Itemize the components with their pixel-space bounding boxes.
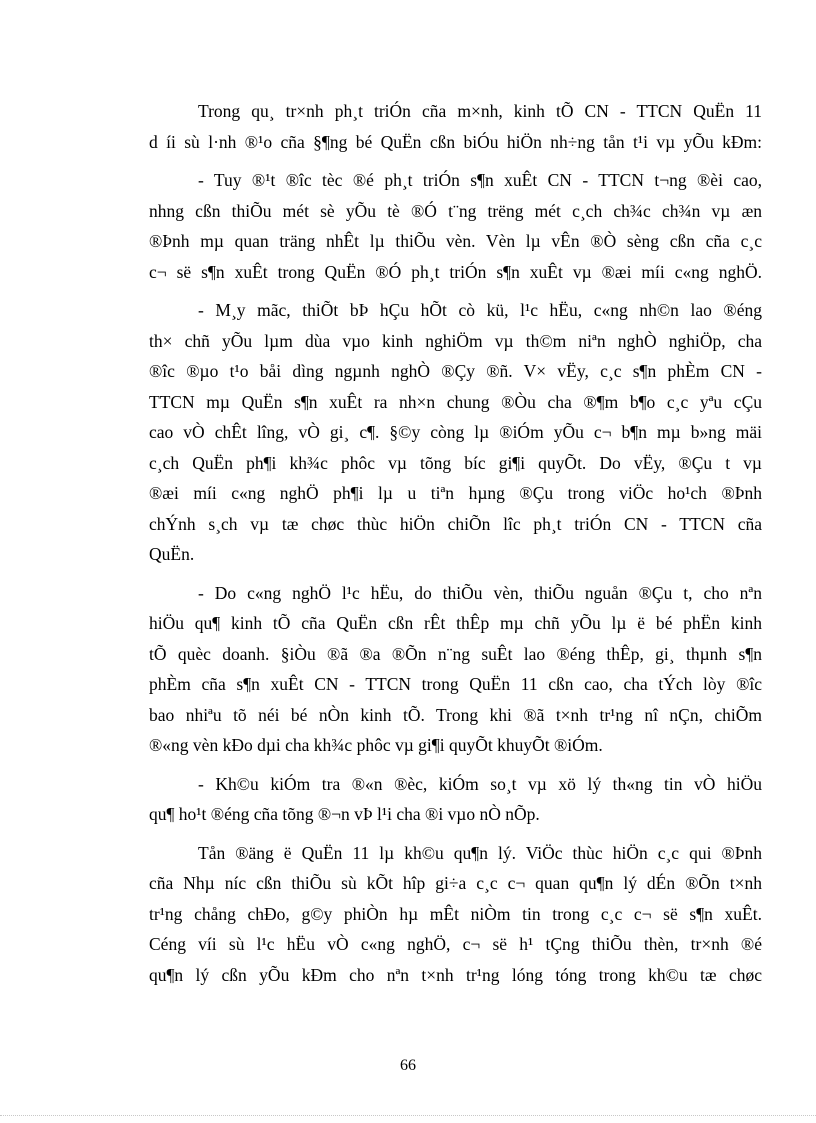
text-line: c¬ së s¶n xuÊt trong QuËn ®Ó ph¸t triÓn s¶n xuÊt vµ ®æi míi c«ng nghÖ. <box>149 261 762 282</box>
text-line: - Do c«ng nghÖ l¹c hËu, do thiÕu vèn, thiÕu nguån ®Çu t, cho nªn <box>198 582 762 603</box>
text-line: bao nhiªu tõ néi bé nÒn kinh tÕ. Trong khi ®ã t×nh tr¹ng nî nÇn, chiÕm <box>149 704 762 725</box>
text-line: Tån ®äng ë QuËn 11 lµ kh©u qu¶n lý. ViÖc thùc hiÖn c¸c qui ®Þnh <box>198 842 762 863</box>
text-line: Céng víi sù l¹c hËu vÒ c«ng nghÖ, c¬ së h¹ tÇng thiÕu thèn, tr×nh ®é <box>149 934 762 954</box>
text-line: QuËn. <box>149 544 195 564</box>
text-line: tr¹ng chång chÐo, g©y phiÒn hµ mÊt niÒm tin trong c¸c c¬ së s¶n xuÊt. <box>149 903 762 924</box>
text-line: cao vÒ chÊt lîng, vÒ gi¸ c¶. §©y còng lµ ®iÓm yÕu c¬ b¶n mµ b»ng mäi <box>149 422 762 442</box>
text-line: ®Þnh mµ quan träng nhÊt lµ thiÕu vèn. Vèn lµ vÊn ®Ò sèng cßn cña c¸c <box>149 231 762 251</box>
paragraph <box>149 295 762 570</box>
paragraph <box>149 165 762 287</box>
text-line: nhng cßn thiÕu mét sè yÕu tè ®Ó t¨ng trëng mét c¸ch ch¾c ch¾n vµ æn <box>149 200 762 221</box>
text-line: TTCN mµ QuËn s¶n xuÊt ra nh×n chung ®Òu cha ®¶m b¶o c¸c yªu cÇu <box>149 391 762 412</box>
text-line: phÈm cña s¶n xuÊt CN - TTCN trong QuËn 11 cßn cao, cha tÝch lòy ®îc <box>149 674 762 694</box>
text-line: - Tuy ®¹t ®îc tèc ®é ph¸t triÓn s¶n xuÊt CN - TTCN t¬ng ®èi cao, <box>198 170 762 190</box>
text-line: th× chñ yÕu lµm dùa vµo kinh nghiÖm vµ th©m niªn nghÒ nghiÖp, cha <box>149 330 762 351</box>
text-line: qu¶ ho¹t ®éng cña tõng ®¬n vÞ l¹i cha ®i vµo nÒ nÕp. <box>149 804 540 824</box>
text-line: ®æi míi c«ng nghÖ ph¶i lµ u tiªn hµng ®Çu trong viÖc ho¹ch ®Þnh <box>149 483 762 503</box>
text-line: - M¸y mãc, thiÕt bÞ hÇu hÕt cò kü, l¹c hËu, c«ng nh©n lao ®éng <box>198 300 762 320</box>
paragraph <box>149 769 762 830</box>
text-line: c¸ch QuËn ph¶i kh¾c phôc vµ tõng bíc gi¶i quyÕt. Do vËy, ®Çu t vµ <box>149 452 762 473</box>
page-boundary-divider <box>0 1115 816 1116</box>
text-line: cña Nhµ níc cßn thiÕu sù kÕt hîp gi÷a c¸c c¬ quan qu¶n lý dÉn ®Õn t×nh <box>149 873 762 893</box>
text-line: tÕ quèc doanh. §iÒu ®ã ®a ®Õn n¨ng suÊt lao ®éng thÊp, gi¸ thµnh s¶n <box>149 643 762 664</box>
text-line: Trong qu¸ tr×nh ph¸t triÓn cña m×nh, kinh tÕ CN - TTCN QuËn 11 <box>198 101 762 121</box>
text-line: ®«ng vèn kÐo dµi cha kh¾c phôc vµ gi¶i quyÕt khuyÕt ®iÓm. <box>149 735 603 755</box>
text-line: chÝnh s¸ch vµ tæ chøc thùc hiÖn chiÕn lîc ph¸t triÓn CN - TTCN cña <box>149 513 762 534</box>
paragraph <box>149 96 762 157</box>
text-line: hiÖu qu¶ kinh tÕ cña QuËn cßn rÊt thÊp mµ chñ yÕu lµ ë bé phËn kinh <box>149 613 762 633</box>
text-line: ®îc ®µo t¹o båi dìng ngµnh nghÒ ®Çy ®ñ. V× vËy, c¸c s¶n phÈm CN - <box>149 361 762 381</box>
text-line: qu¶n lý cßn yÕu kÐm cho nªn t×nh tr¹ng lóng tóng trong kh©u tæ chøc <box>149 964 762 985</box>
paragraph <box>149 838 762 991</box>
document-body <box>149 96 762 998</box>
paragraph <box>149 578 762 761</box>
text-line: d íi sù l·nh ®¹o cña §¶ng bé QuËn cßn biÓu hiÖn nh÷ng tån t¹i vµ yÕu kÐm: <box>149 131 762 152</box>
page-number: 66 <box>400 1057 416 1074</box>
text-line: - Kh©u kiÓm tra ®«n ®èc, kiÓm so¸t vµ xö lý th«ng tin vÒ hiÖu <box>198 773 762 794</box>
